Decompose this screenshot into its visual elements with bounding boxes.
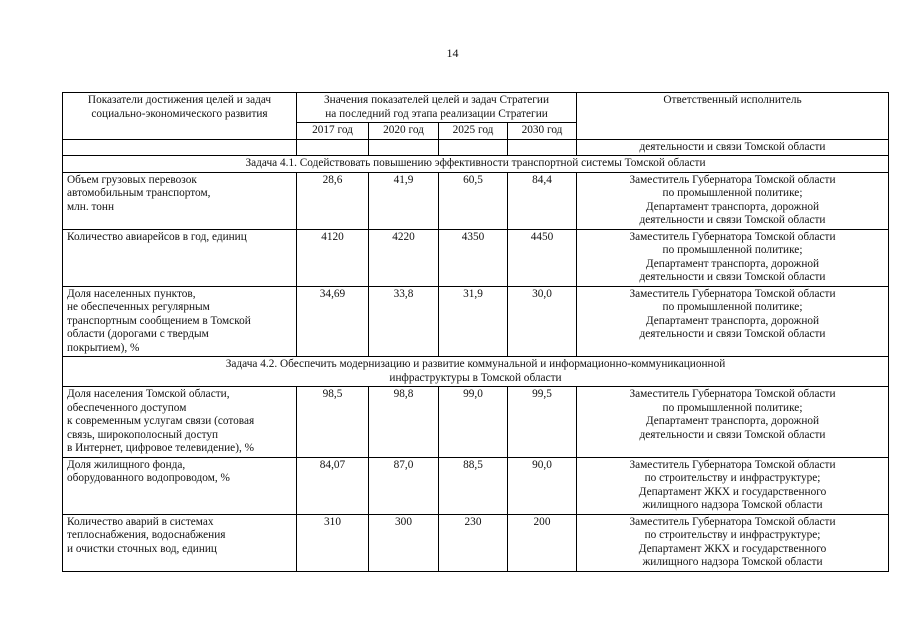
value-cell: 98,5 [297,387,369,458]
responsible-cell-line: по промышленной политике; [662,187,803,199]
indicator-row [63,172,889,229]
value-cell: 90,0 [508,457,577,514]
value-cell: 99,5 [508,387,577,458]
value-cell: 310 [297,514,369,571]
responsible-cell-line: деятельности и связи Томской области [639,428,826,441]
indicator-name-line: в Интернет, цифровое телевидение), % [67,442,255,454]
responsible-cell-line: деятельности и связи Томской области [639,214,826,226]
page-number: 14 [446,46,459,60]
header-values-line: на последний год этапа реализации Стратегии [325,107,548,120]
value-cell: 99,0 [439,387,508,458]
responsible-cell [577,387,889,458]
responsible-cell-line: Заместитель Губернатора Томской области [629,287,836,300]
indicator-name [63,286,297,357]
value-cell: 84,4 [508,172,577,229]
table-cell [297,139,369,156]
table-cell [439,139,508,156]
indicator-name [63,229,297,286]
indicator-row [63,286,889,357]
responsible-cell-line: Заместитель Губернатора Томской области [629,173,836,186]
responsible-cell [577,514,889,571]
header-year: 2025 год [439,123,508,140]
responsible-cell-line: по промышленной политике; [662,301,803,313]
indicator-name-line: и очистки сточных вод, единиц [67,542,217,555]
indicator-name [63,387,297,458]
responsible-cell [577,457,889,514]
header-values-line: Значения показателей целей и задач Стратегии [324,94,550,106]
value-cell: 4450 [508,229,577,286]
indicator-name-line: не обеспеченных регулярным [67,301,210,313]
value-cell: 4220 [369,229,439,286]
indicator-name-line: обеспеченного доступом [67,401,187,414]
indicator-name-line: Доля населенных пунктов, [67,287,196,300]
header-values-caption [297,93,577,123]
header-year: 2020 год [369,123,439,140]
responsible-cell-line: жилищного надзора Томской области [642,499,823,511]
table-cell [508,139,577,156]
header-year: 2017 год [297,123,369,140]
indicator-name-line: покрытием), % [67,341,140,354]
responsible-cell-line: деятельности и связи Томской области [639,328,826,340]
indicator-name-line: Количество авиарейсов в год, единиц [67,230,247,243]
value-cell: 4350 [439,229,508,286]
responsible-cell-line: по промышленной политике; [662,244,803,256]
value-cell: 84,07 [297,457,369,514]
responsible-cell-line: Департамент транспорта, дорожной [645,200,820,213]
task-title [63,357,889,387]
task-title-line: Задача 4.2. Обеспечить модернизацию и развитие коммунальной и информационно-коммуникационной [225,358,726,370]
indicator-name [63,172,297,229]
responsible-cell-line: Департамент транспорта, дорожной [645,257,820,270]
value-cell: 98,8 [369,387,439,458]
value-cell: 41,9 [369,172,439,229]
value-cell: 31,9 [439,286,508,357]
indicator-name-line: оборудованного водопроводом, % [67,472,230,484]
continuation-row [63,139,889,156]
value-cell: 34,69 [297,286,369,357]
responsible-cell-line: Заместитель Губернатора Томской области [629,515,836,528]
task-row [63,357,889,387]
header-year: 2030 год [508,123,577,140]
header-indicators: Показатели достижения целей и задач социально-экономического развития [63,93,297,140]
responsible-cell-line: Заместитель Губернатора Томской области [629,230,836,243]
table-cell [369,139,439,156]
task-title [63,156,889,173]
responsible-cell-line: Департамент транспорта, дорожной [645,415,820,427]
responsible-cell-line: Заместитель Губернатора Томской области [629,388,836,400]
responsible-cell-line: Департамент ЖКХ и государственного [638,485,827,498]
indicator-name-line: транспортным сообщением в Томской [67,314,251,327]
responsible-cell-line: по строительству и инфраструктуре; [644,529,821,541]
indicator-row [63,514,889,571]
indicator-name-line: Количество аварий в системах [67,515,214,528]
value-cell: 87,0 [369,457,439,514]
responsible-cell-line: по строительству и инфраструктуре; [644,472,821,484]
task-title-line: Задача 4.1. Содействовать повышению эффективности транспортной системы Томской области [245,157,706,169]
value-cell: 200 [508,514,577,571]
responsible-cell-line: Департамент транспорта, дорожной [645,314,820,327]
value-cell: 88,5 [439,457,508,514]
indicator-name-line: млн. тонн [67,200,115,213]
indicator-name [63,457,297,514]
table-cell [63,139,297,156]
value-cell: 33,8 [369,286,439,357]
responsible-cell [577,229,889,286]
indicator-name [63,514,297,571]
value-cell: 28,6 [297,172,369,229]
indicator-name-line: автомобильным транспортом, [67,187,211,199]
indicator-row [63,457,889,514]
responsible-cell-line: Департамент ЖКХ и государственного [638,542,827,555]
indicator-name-line: теплоснабжения, водоснабжения [67,529,226,541]
indicator-row [63,387,889,458]
indicator-name-line: к современным услугам связи (сотовая [67,415,255,427]
header-row [63,93,889,123]
indicators-table [62,92,889,572]
indicator-name-line: Доля населения Томской области, [67,388,230,400]
responsible-cell-line: жилищного надзора Томской области [642,556,823,568]
value-cell: 300 [369,514,439,571]
responsible-cell-line: Заместитель Губернатора Томской области [629,458,836,471]
value-cell: 60,5 [439,172,508,229]
indicator-name-line: Доля жилищного фонда, [67,458,186,471]
responsible-cell: деятельности и связи Томской области [577,139,889,156]
indicator-name-line: Объем грузовых перевозок [67,173,197,186]
value-cell: 30,0 [508,286,577,357]
value-cell: 4120 [297,229,369,286]
indicator-row [63,229,889,286]
responsible-cell [577,286,889,357]
task-title-line: инфраструктуры в Томской области [389,371,562,384]
value-cell: 230 [439,514,508,571]
indicator-name-line: связь, широкополосный доступ [67,428,219,441]
header-responsible: Ответственный исполнитель [577,93,889,140]
responsible-cell-line: по промышленной политике; [662,401,803,414]
responsible-cell-line: деятельности и связи Томской области [639,271,826,283]
indicator-name-line: области (дорогами с твердым [67,328,209,340]
responsible-cell [577,172,889,229]
task-row [63,156,889,173]
